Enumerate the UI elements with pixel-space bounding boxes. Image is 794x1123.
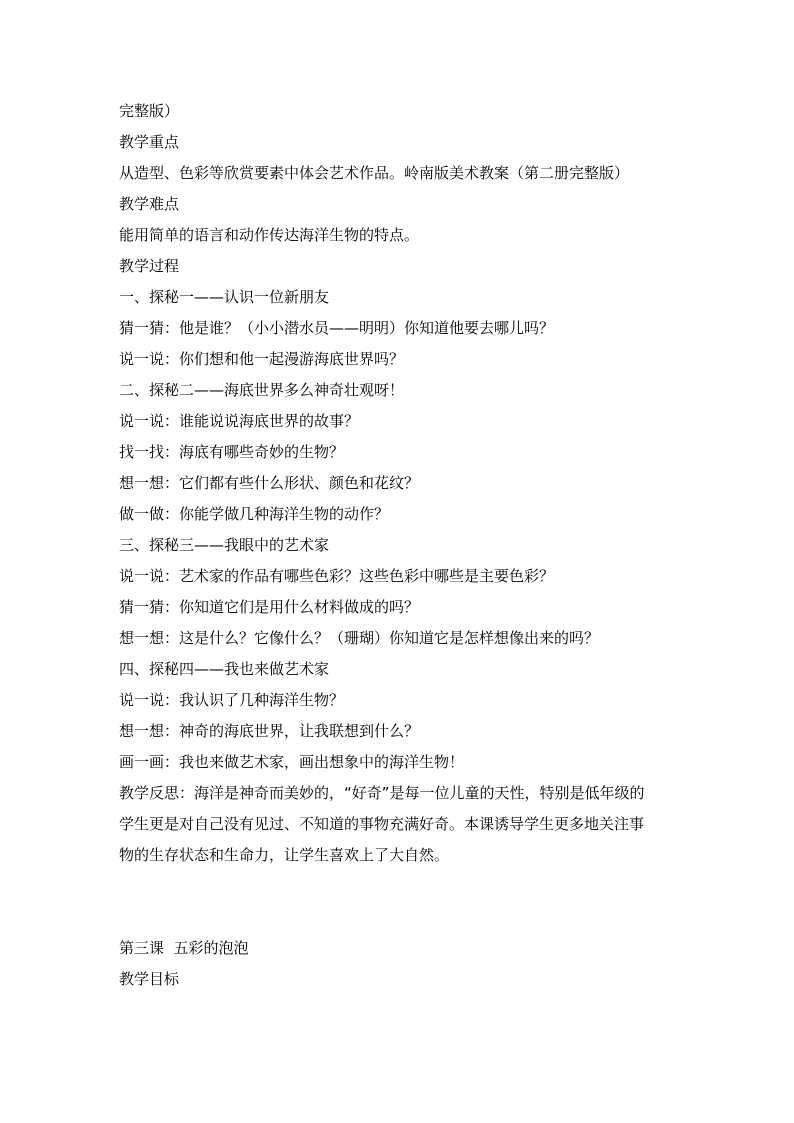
- text-line: 说一说：谁能说说海底世界的故事？: [119, 412, 360, 430]
- lesson-title: 第三课 五彩的泡泡: [119, 939, 249, 957]
- text-line: 说一说：艺术家的作品有哪些色彩？这些色彩中哪些是主要色彩？: [119, 567, 555, 585]
- text-line: 做一做：你能学做几种海洋生物的动作？: [119, 505, 390, 523]
- text-line: 想一想：它们都有些什么形状、颜色和花纹？: [119, 474, 420, 492]
- text-line: 从造型、色彩等欣赏要素中体会艺术作品。岭南版美术教案（第二册完整版）: [119, 164, 630, 182]
- text-line: 想一想：神奇的海底世界，让我联想到什么？: [119, 722, 420, 740]
- subsection-heading: 三、探秘三——我眼中的艺术家: [119, 536, 330, 554]
- section-heading-process: 教学过程: [119, 257, 180, 275]
- text-line: 完整版）: [119, 102, 180, 120]
- text-line: 猜一猜：你知道它们是用什么材料做成的吗？: [119, 598, 420, 616]
- text-line: 画一画：我也来做艺术家，画出想象中的海洋生物！: [119, 753, 465, 771]
- text-line: 猜一猜：他是谁？（小小潜水员——明明）你知道他要去哪儿吗？: [119, 319, 555, 337]
- text-line: 能用简单的语言和动作传达海洋生物的特点。: [119, 226, 420, 244]
- section-heading-key-points: 教学重点: [119, 133, 180, 151]
- text-line: 找一找：海底有哪些奇妙的生物？: [119, 443, 345, 461]
- text-line: 说一说：你们想和他一起漫游海底世界吗？: [119, 350, 405, 368]
- section-heading-objectives: 教学目标: [119, 970, 180, 988]
- reflection-line: 学生更是对自己没有见过、不知道的事物充满好奇。本课诱导学生更多地关注事: [119, 815, 645, 833]
- text-line: 想一想：这是什么？它像什么？（珊瑚）你知道它是怎样想像出来的吗？: [119, 629, 600, 647]
- subsection-heading: 一、探秘一——认识一位新朋友: [119, 288, 330, 306]
- subsection-heading: 四、探秘四——我也来做艺术家: [119, 660, 330, 678]
- subsection-heading: 二、探秘二——海底世界多么神奇壮观呀！: [119, 381, 405, 399]
- text-line: 说一说：我认识了几种海洋生物？: [119, 691, 345, 709]
- section-heading-difficulties: 教学难点: [119, 195, 180, 213]
- reflection-line: 物的生存状态和生命力，让学生喜欢上了大自然。: [119, 846, 450, 864]
- reflection-line: 教学反思：海洋是神奇而美妙的，“好奇”是每一位儿童的天性，特别是低年级的: [119, 784, 645, 802]
